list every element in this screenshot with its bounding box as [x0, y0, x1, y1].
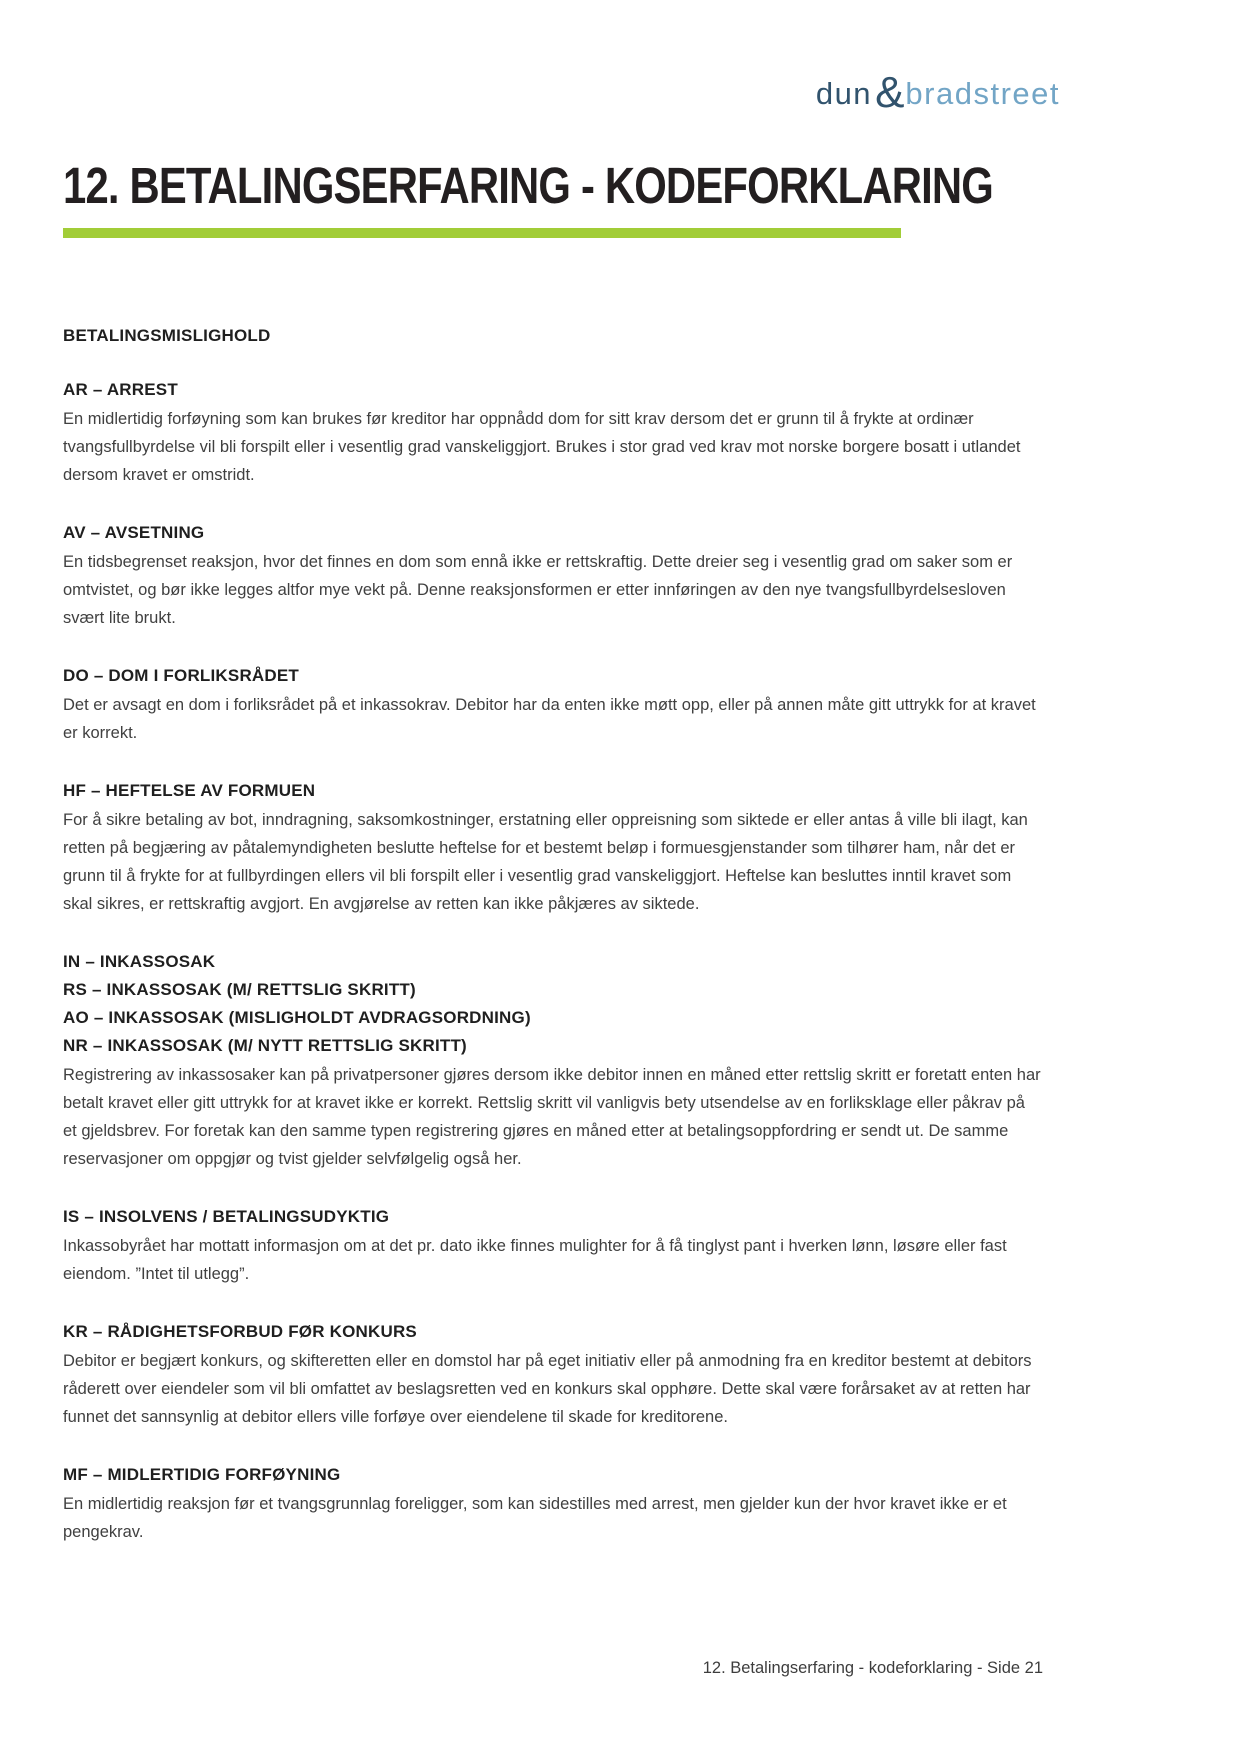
code-description: For å sikre betaling av bot, inndragning, saksomkostninger, erstatning eller oppreisning som siktede er eller antas å ville bli ilagt, kan retten på begjæring av påtalemyndigheten beslutte heftelse for et bestemt beløp i formuesgjenstander som tilhører ham, når det er grunn til å frykte for at fullbyrdingen ellers vil bli forspilt eller i vesentlig grad vanskeliggjort. Heftelse kan besluttes inntil kravet som skal sikres, er rettskraftig avgjort. En avgjørelse av retten kan ikke påkjæres av siktede. — [63, 811, 1028, 914]
logo-ampersand-icon: & — [875, 68, 905, 117]
page-title: 12. BETALINGSERFARING - KODEFORKLARING — [63, 157, 993, 214]
code-section — [63, 1318, 1043, 1431]
code-heading: DO – DOM I FORLIKSRÅDET — [63, 666, 299, 686]
code-heading: AV – AVSETNING — [63, 523, 205, 543]
document-content — [63, 326, 1043, 1546]
title-accent-rule — [63, 228, 901, 238]
code-heading: AO – INKASSOSAK (MISLIGHOLDT AVDRAGSORDNING) — [63, 1008, 531, 1028]
code-description: Inkassobyrået har mottatt informasjon om at det pr. dato ikke finnes mulighter for å få tinglyst pant i hverken lønn, løsøre eller fast eiendom. ”Intet til utlegg”. — [63, 1237, 1007, 1284]
page-footer-text: 12. Betalingserfaring - kodeforklaring - Side 21 — [702, 1659, 1043, 1677]
code-section — [63, 948, 1043, 1173]
page-footer — [703, 1659, 1043, 1678]
code-heading: AR – ARREST — [63, 380, 178, 400]
code-heading: IS – INSOLVENS / BETALINGSUDYKTIG — [63, 1207, 390, 1227]
logo-word-bradstreet: bradstreet — [905, 76, 1060, 111]
code-description: En tidsbegrenset reaksjon, hvor det finnes en dom som ennå ikke er rettskraftig. Dette dreier seg i vesentlig grad om saker som er omtvistet, og bør ikke legges altfor mye vekt på. Denne reaksjonsformen er etter innføringen av den nye tvangsfullbyrdelsesloven svært lite brukt. — [63, 553, 1013, 628]
code-section — [63, 1203, 1043, 1288]
code-description: En midlertidig forføyning som kan brukes før kreditor har oppnådd dom for sitt krav dersom det er grunn til å frykte at ordinær tvangsfullbyrdelse vil bli forspilt eller i vesentlig grad vanskeliggjort. Brukes i stor grad ved krav mot norske borgere bosatt i utlandet dersom kravet er omstridt. — [63, 410, 1021, 485]
code-description: Det er avsagt en dom i forliksrådet på et inkassokrav. Debitor har da enten ikke møtt opp, eller på annen måte gitt uttrykk for at kravet er korrekt. — [63, 696, 1036, 743]
code-sections — [63, 376, 1043, 1546]
logo-word-dun: dun — [815, 76, 873, 111]
code-description: Registrering av inkassosaker kan på privatpersoner gjøres dersom ikke debitor innen en måned etter rettslig skritt er foretatt enten har betalt kravet eller gitt uttrykk for at kravet ikke er korrekt. Rettslig skritt vil vanligvis bety utsendelse av en forliksklage eller påkrav på et gjeldsbrev. For foretak kan den samme typen registrering gjøres en måned etter at betalingsoppfordring er sendt ut. De samme reservasjoner om oppgjør og tvist gjelder selvfølgelig også her. — [63, 1066, 1041, 1169]
group-heading: BETALINGSMISLIGHOLD — [63, 326, 271, 346]
code-section — [63, 519, 1043, 632]
code-section — [63, 1461, 1043, 1546]
code-heading: RS – INKASSOSAK (M/ RETTSLIG SKRITT) — [63, 980, 416, 1000]
code-heading: KR – RÅDIGHETSFORBUD FØR KONKURS — [63, 1322, 417, 1342]
code-section — [63, 777, 1043, 918]
code-description: Debitor er begjært konkurs, og skifteretten eller en domstol har på eget initiativ eller på anmodning fra en kreditor bestemt at debitors råderett over eiendeler som vil bli omfattet av beslagsretten ved en konkurs skal opphøre. Dette skal være forårsaket av at retten har funnet det sannsynlig at debitor ellers ville forføye over eiendelene til skade for kreditorene. — [63, 1352, 1032, 1427]
code-section — [63, 662, 1043, 747]
code-heading: HF – HEFTELSE AV FORMUEN — [63, 781, 316, 801]
code-heading: NR – INKASSOSAK (M/ NYTT RETTSLIG SKRITT) — [63, 1036, 467, 1056]
code-heading: MF – MIDLERTIDIG FORFØYNING — [63, 1465, 341, 1485]
code-heading: IN – INKASSOSAK — [63, 952, 216, 972]
code-section — [63, 376, 1043, 489]
code-description: En midlertidig reaksjon før et tvangsgrunnlag foreligger, som kan sidestilles med arrest, men gjelder kun der hvor kravet ikke er et pengekrav. — [63, 1495, 1007, 1542]
